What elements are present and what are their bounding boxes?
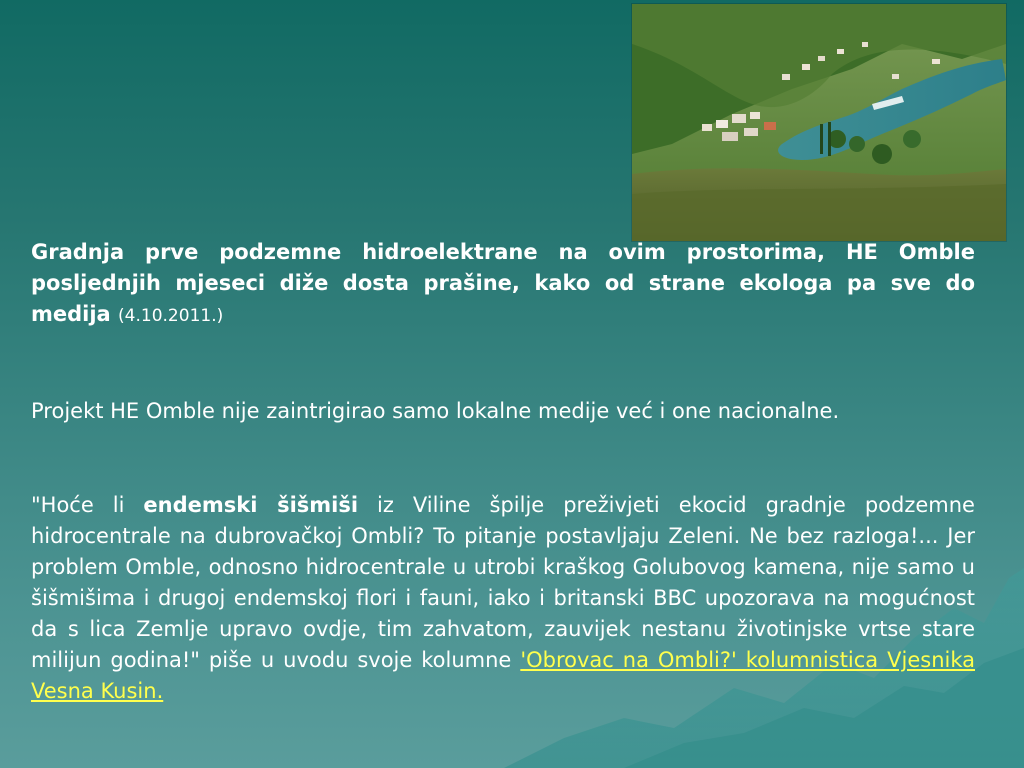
column-link[interactable]: 'Obrovac na Ombli?' kolumnistica Vjesnika Vesna Kusin. <box>31 648 975 703</box>
quote-paragraph <box>31 490 975 707</box>
quote-text-start: "Hoće li <box>31 493 144 517</box>
slide-content <box>31 237 975 707</box>
quote-text-body: iz Viline špilje preživjeti ekocid gradnje podzemne hidrocentrale na dubrovačkoj Ombli? To pitanje postavljaju Zeleni. Ne bez razloga!... Jer problem Omble, odnosno hidrocentrale u utrobi kraškog Golubovog kamena, nije samo u šišmišima i drugoj endemskoj flori i fauni, iako i britanski BBC upozorava na mogućnost da s lica Zemlje upravo ovdje, tim zahvatom, zauvijek nestanu životinjske vrtse stare milijun godina!" piše u uvodu svoje kolumne <box>31 493 975 672</box>
headline-date: (4.10.2011.) <box>118 306 224 326</box>
headline-paragraph <box>31 237 975 332</box>
quote-bold-text: endemski šišmiši <box>143 493 359 517</box>
landscape-photo <box>632 4 1006 241</box>
project-paragraph: Projekt HE Omble nije zaintrigirao samo lokalne medije već i one nacionalne. <box>31 399 840 423</box>
headline-text: Gradnja prve podzemne hidroelektrane na ovim prostorima, HE Omble posljednjih mjeseci diže dosta prašine, kako od strane ekologa pa sve do medija <box>31 240 975 326</box>
